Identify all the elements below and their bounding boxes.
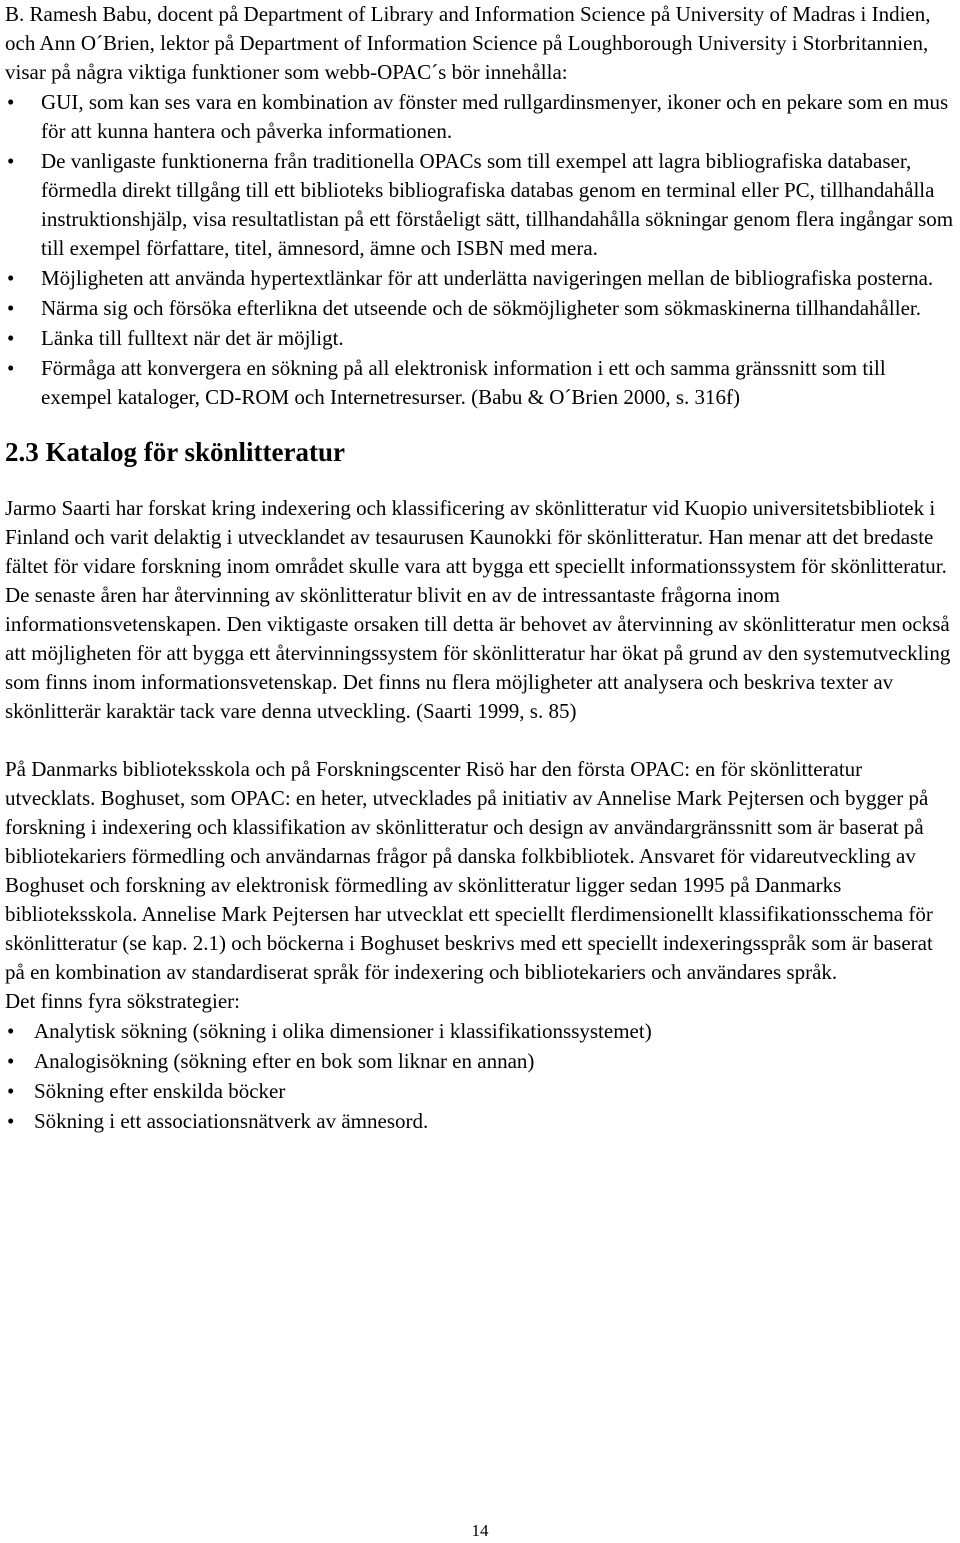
document-page	[5, 0, 955, 1136]
strategy-item-analogy: • Analogisökning (sökning efter en bok som liknar en annan)	[5, 1047, 955, 1076]
paragraph-gap	[5, 726, 955, 755]
feature-item-traditional: • De vanligaste funktionerna från traditionella OPACs som till exempel att lagra bibliografiska databaser, förmedla direkt tillgång till ett biblioteks bibliografiska databas genom en terminal eller PC, tillhandahålla instruktionshjälp, visa resultatlistan på ett förståeligt sätt, tillhandahålla sökningar genom flera ingångar som till exempel författare, titel, ämnesord, ämne och ISBN med mera.	[5, 147, 955, 263]
section-heading: 2.3 Katalog för skönlitteratur	[5, 437, 345, 467]
strategy-item-association: • Sökning i ett associationsnätverk av ämnesord.	[5, 1107, 955, 1136]
feature-item-fulltext: • Länka till fulltext när det är möjligt.	[5, 324, 955, 353]
strategy-item-analytic: • Analytisk sökning (sökning i olika dimensioner i klassifikationssystemet)	[5, 1017, 955, 1046]
strategies-intro: Det finns fyra sökstrategier:	[5, 989, 241, 1013]
boghuset-paragraph: På Danmarks biblioteksskola och på Forskningscenter Risö har den första OPAC: en för skönlitteratur utvecklats. Boghuset, som OPAC: en heter, utvecklades på initiativ av Annelise Mark Pejtersen och bygger på forskning i indexering och klassifikation av skönlitteratur och design av användargränssnitt som är baserat på bibliotekariers förmedling och användarnas frågor på danska folkbibliotek. Ansvaret för vidareutveckling av Boghuset och forskning av elektronisk förmedling av skönlitteratur ligger sedan 1995 på Danmarks biblioteksskola. Annelise Mark Pejtersen har utvecklat ett speciellt flerdimensionellt klassifikationsschema för skönlitteratur (se kap. 2.1) och böckerna i Boghuset beskrivs med ett speciellt indexeringsspråk som är baserat på en kombination av standardiserat språk för indexering och bibliotekariers och användares språk.	[5, 757, 933, 984]
feature-list	[5, 88, 955, 412]
intro-paragraph: B. Ramesh Babu, docent på Department of Library and Information Science på University of Madras i Indien, och Ann O´Brien, lektor på Department of Information Science på Loughborough University i Storbritannien, visar på några viktiga funktioner som webb-OPAC´s bör innehålla:	[5, 2, 931, 84]
strategy-item-single-books: • Sökning efter enskilda böcker	[5, 1077, 955, 1106]
saarti-paragraph: Jarmo Saarti har forskat kring indexering och klassificering av skönlitteratur vid Kuopio universitetsbibliotek i Finland och varit delaktig i utvecklandet av tesaurusen Kaunokki för skönlitteratur. Han menar att det bredaste fältet för vidare forskning inom området skulle vara att bygga ett speciellt informationssystem för skönlitteratur. De senaste åren har återvinning av skönlitteratur blivit en av de intressantaste frågorna inom informationsvetenskapen. Den viktigaste orsaken till detta är behovet av återvinning av skönlitteratur men också att möjligheten för att bygga ett återvinningssystem för skönlitteratur har ökat på grund av den systemutveckling som finns inom informationsvetenskap. Det finns nu flera möjligheter att analysera och beskriva texter av skönlitterär karaktär tack vare denna utveckling. (Saarti 1999, s. 85)	[5, 496, 951, 723]
feature-item-hypertext: • Möjligheten att använda hypertextlänkar för att underlätta navigeringen mellan de bibliografiska posterna.	[5, 264, 955, 293]
strategy-list	[5, 1017, 955, 1136]
feature-item-gui: • GUI, som kan ses vara en kombination av fönster med rullgardinsmenyer, ikoner och en pekare som en mus för att kunna hantera och påverka informationen.	[5, 88, 955, 146]
page-number: 14	[471, 1521, 489, 1540]
feature-item-search-engines: • Närma sig och försöka efterlikna det utseende och de sökmöjligheter som sökmaskinerna tillhandahåller.	[5, 294, 955, 323]
feature-item-converge: • Förmåga att konvergera en sökning på all elektronisk information i ett och samma gränssnitt som till exempel kataloger, CD-ROM och Internetresurser. (Babu & O´Brien 2000, s. 316f)	[5, 354, 955, 412]
